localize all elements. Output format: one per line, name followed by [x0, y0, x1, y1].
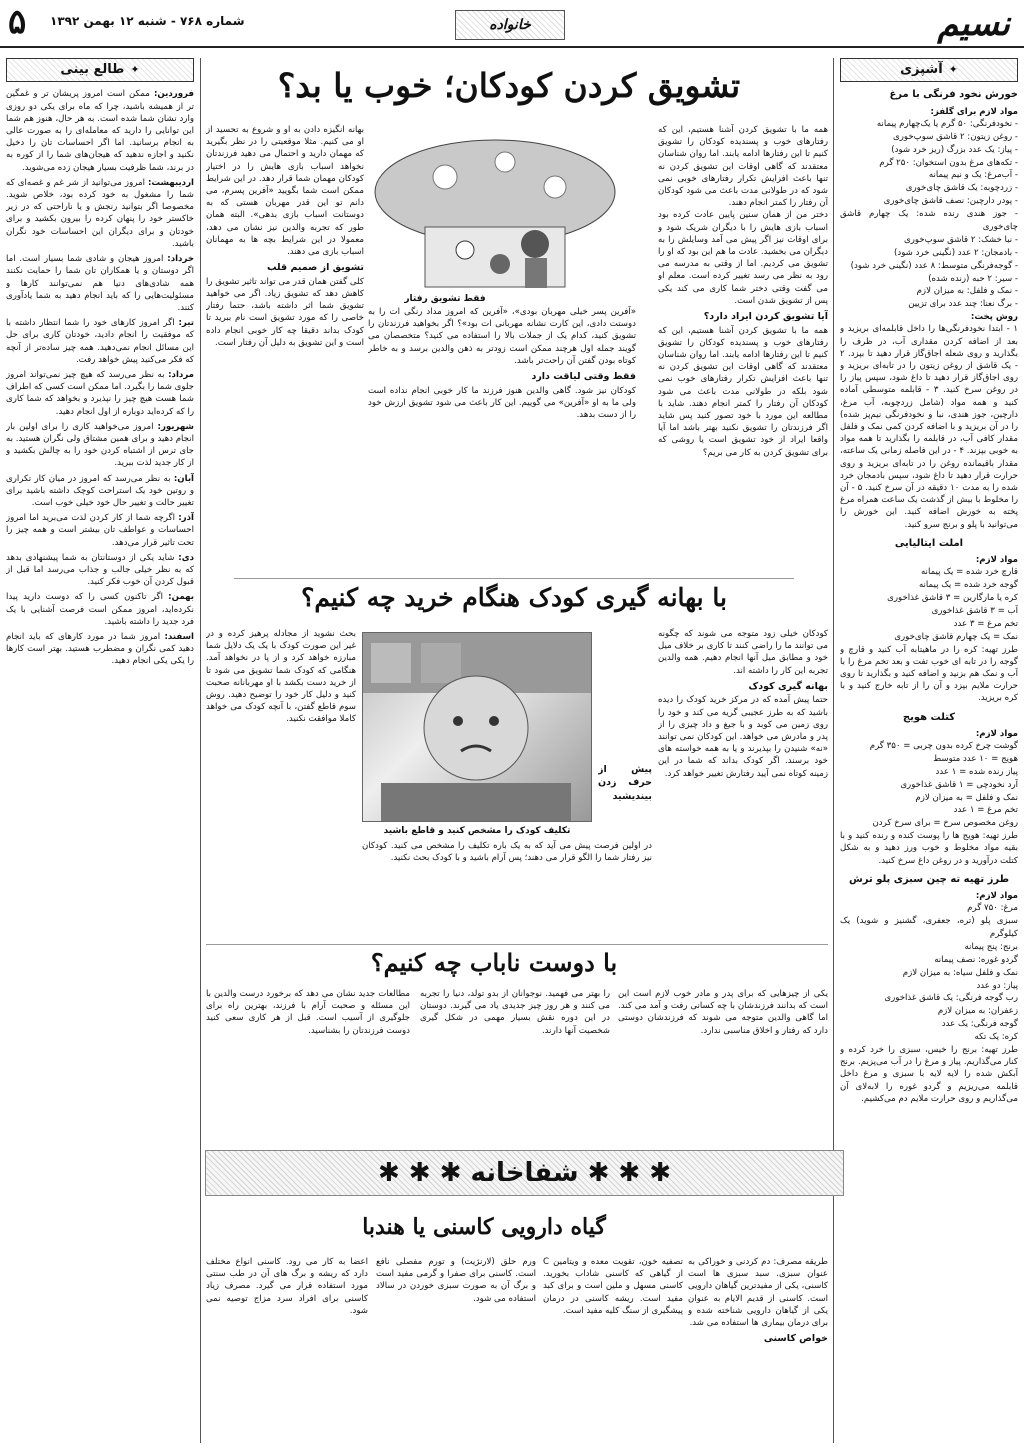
recipe-title: املت ایتالیایی	[894, 537, 964, 549]
article-paragraph: کودکان نیز شود. گاهی والدین هنوز فرزند ما کار خوبی انجام نداده است ولی ما به او «آفرین» می گوییم. این کار باعث می شود تشویق ارزش خود را از دست بدهد.	[368, 385, 636, 420]
crying-child-photo	[362, 632, 592, 822]
ingredient: تخم مرغ = ۳ عدد	[953, 618, 1018, 629]
article-paragraph: بحث نشوید از مجادله پرهیز کرده و در غیر این صورت کودک با یک یک دلایل شما مبارزه خواهد کرد و از پا در نخواهد آمد. هنگامی که کودک شما تشویق می شود تا از خرید دست بکشد با او مهربانانه صحبت کنید و دلیل کار خود را توضیح دهید. روش سوم قاطع گفتن، با آنچه کودک می خواهد کاملا موافقت نکنید.	[206, 629, 356, 725]
article-paragraph: بهانه انگیزه دادن به او و شروع به تحسید از او می کنیم. مثلا موقعیتی را در نظر بگیرید که مهمان دارید و احتمال می دهید فرزندتان نخواهد اسباب بازی هایش را در اختیار کودکان مهمان شما قرار دهد. در این شرایط ممکن است شما بگویید «آفرین پسرم، می دانم تو این قدر مهربان هستی که به دوستانت اسباب بازی بدهی». البته همان طور که تجربه والدین نیز نشان می دهد، معمولا در این شرایط بچه ها به مهمانان اسباب بازی می دهند.	[206, 125, 364, 258]
article-paragraph: «آفرین پسر خیلی مهربان بودی»، «آفرین که امروز مداد رنگی ات را به دوستت دادی، این کارت نشانه مهربانی ات بود»؟ اگر بخواهید فرزندتان را تشویق کنید، کدام یک از جملات بالا را استفاده می کنید؟ متخصصان می گویند جمله اول هرچند ممکن است زودتر به ذهن والدین برسد و به خاطر کوتاه بودن گفتن آن راحت‌تر باشد.	[368, 307, 636, 366]
ingredient: - سیر: ۲ حبه (رنده شده)	[928, 273, 1018, 284]
ingredient: - تکه‌های مرغ بدون استخوان: ۲۵۰ گرم	[879, 157, 1018, 168]
ingredient: - روغن زیتون: ۲ قاشق سوپ‌خوری	[893, 131, 1018, 142]
ingredient-list	[840, 118, 1018, 311]
article-paragraph: کودکان خیلی زود متوجه می شوند که چگونه می توانند ما را راضی کنند تا کاری بر خلاف میل خود و مطابق میل آنها انجام دهیم. همه والدین تجربه این کار را داشته اند.	[658, 629, 828, 676]
children-tent-photo	[365, 132, 625, 292]
article-text	[376, 1256, 536, 1442]
ingredient: آب = ۳ قاشق غذاخوری	[931, 605, 1018, 616]
ingredient: - جوز هندی رنده شده: یک چهارم قاشق چای‌خوری	[840, 209, 1018, 232]
horoscope-entry: خرداد: امروز هیجان و شادی شما بسیار است. اما اگر دوستان و یا همکاران تان شما را حمایت نکنند همه شادی‌های دنیا هم نمی‌توانند کارها و مسئولیت‌هایی را که باید انجام دهید به شما یادآوری کنند.	[6, 254, 194, 313]
article-paragraph: تصفیه خون، تقویت معده و ویتامین C از گیاهی که کاسنی شاداب بخورید. کاسنی مسهل و ملین است و برای کبد مفید است. ریشه کاسنی در درمان پیشگیری از سنگ کلیه مفید است.	[543, 1257, 683, 1316]
ingredient: - برگ نعنا: چند عدد برای تزیین	[908, 299, 1018, 310]
article-subhead: تشویق از صمیم قلب	[267, 262, 364, 274]
recipe-subtitle: مواد لازم برای گلفز:	[930, 106, 1018, 117]
ingredient: گوشت چرخ کرده بدون چربی = ۳۵۰ گرم	[869, 741, 1018, 751]
pot-icon: ✦	[948, 63, 958, 76]
child-illustration	[362, 633, 591, 822]
article-paragraph: همه ما با تشویق کردن آشنا هستیم، این که رفتارهای خوب و پسندیده کودکان را تشویق کنیم تا این رفتارها ادامه یابند. اما روان شناسان معتقدند که گاهی اوقات این تشویق کردن نه تنها باعث افزایش تکرار رفتارهای خوبی نمی شود که در طولانی مدت باعث می شود کودکان آن رفتار را کمتر انجام دهند.	[658, 125, 828, 209]
column-divider	[833, 58, 834, 1443]
ingredient: هویج = ۱۰ عدد متوسط	[933, 753, 1018, 764]
ingredient: - زردچوبه: یک قاشق چای‌خوری	[905, 183, 1018, 194]
ingredient: گوجه خرد شده = یک پیمانه	[918, 580, 1018, 591]
article-headline: تشویق کردن کودکان؛ خوب یا بد؟	[277, 66, 741, 105]
recipe-method: ۱ - ابتدا نخودفرنگی‌ها را داخل قابلمه‌ای بریزید و بعد از اضافه کردن مقداری آب، در ظرف را بگذارید و روی شعله اجاق‌گاز قرار دهید تا بپزد. ۲ - یک قاشق از روغن زیتون را در تابه‌ای بریزید و روی اجاق‌گاز قرار دهید تا داغ شود، سپس پیاز را در روغن سرخ کنید. ۳ - قابلمه متوسطی آماده کنید و همه مواد (شامل زردچوبه، آب مرغ، دارچین، جوز هندی، نبا و نخودفرنگی نیم‌پز شده) را در آن بریزید و با اضافه کردن کمی نمک و فلفل مقدار کافی آب، در قابلمه را بگذارید تا همه مواد به خوبی بپزند. ۴ - در این فاصله زمانی یک ساعته، مقدار باقیمانده روغن را در تابه‌ای بریزید و روی حرارت قرار دهید تا داغ شود، سپس بادمجان خرد شده را به مدت ۱۰ دقیقه در آن سرخ کنید. ۵ - آن را مخلوط با بیش از گذشت یک ساعت همراه مرغ پخته به خورش اضافه کنید. این خورش را می‌توانید با پلو و برنج سرو کنید.	[840, 324, 1018, 530]
article-text	[658, 124, 828, 574]
recipe-subtitle: مواد لازم:	[975, 555, 1018, 566]
ingredient: - پودر دارچین: نصف قاشق چای‌خوری	[883, 196, 1018, 207]
article-text	[420, 988, 610, 1144]
recipe-method: طرز تهیه: هویج ها را پوست کنده و رنده کنید و با بقیه مواد مخلوط و خوب ورز دهید و به شکل کتلت درآورید و در روغن داغ سرخ کنید.	[840, 831, 1018, 866]
ingredient: سبزی پلو (تره، جعفری، گشنیز و شوید) یک کیلوگرم	[840, 916, 1018, 940]
ingredient: - گوجه‌فرنگی متوسط: ۸ عدد (نگینی خرد شود)	[850, 260, 1018, 271]
article-paragraph: مطالعات جدید نشان می دهد که برخورد درست والدین با این مسئله و صحبت آرام با فرزند، بهترین راه برای جلوگیری از آسیب است. قبل از هر کاری سعی کنید دوست فرزندتان را بشناسید.	[206, 989, 410, 1036]
article-text	[206, 1256, 368, 1442]
subhead-caption: فقط تشویق رفتار	[404, 294, 486, 304]
article-paragraph: حتما پیش آمده که در مرکز خرید کودک را دیده باشید که به طرز عجیبی گریه می کند و خود را روی زمین می کوبد و با جیغ و داد چیزی را از پدر و مادرش می خواهد. این کودکان نمی توانند «نه» شنیدن را بپذیرند و یا به همه خواسته های خود برسند. اگر کودک بداند که شما در این زمینه کوتاه نمی آیید رفتارش تغییر خواهد کرد.	[658, 695, 828, 779]
recipe-subtitle: مواد لازم:	[975, 891, 1018, 902]
article-paragraph: را بهتر می فهمید. نوجوانان از بدو تولد، دنیا را تجربه می کنند و هر روز چیز جدیدی یاد می گیرند. دوستان در این دوره نقش بسیار مهمی در شکل گیری شخصیت آنها دارند.	[420, 989, 610, 1036]
article-text	[688, 1256, 828, 1442]
recipe-subtitle: مواد لازم:	[975, 728, 1018, 739]
ingredient: - نخودفرنگی: ۵۰ گرم یا یک‌چهارم پیمانه	[876, 118, 1018, 129]
recipe-title: کتلت هویج	[902, 711, 956, 723]
ingredient: مرغ: ۷۵۰ گرم	[967, 903, 1018, 914]
article-subhead: بهانه گیری کودک	[748, 680, 828, 692]
ingredient: گوجه فرنگی: یک عدد	[941, 1019, 1018, 1030]
section-divider	[206, 944, 828, 945]
horoscope-entry: آذر: اگرچه شما از کار کردن لذت می‌برید اما امروز احساسات و عواطف تان بیشتر است و همه چیز را تحت تاثیر قرار می‌دهد.	[6, 513, 194, 548]
star-icon: ✦	[130, 63, 140, 76]
article-headline: با بهانه گیری کودک هنگام خرید چه کنیم؟	[234, 578, 794, 612]
ingredient: نمک و فلفل سیاه: به میزان لازم	[902, 967, 1018, 978]
horoscope-column	[6, 58, 194, 1443]
recipe-title: طرز تهیه ته چین سبزی پلو ترش	[848, 873, 1010, 885]
ingredient: زعفران: به میزان لازم	[937, 1006, 1018, 1017]
recipe-method: طرز تهیه: برنج را خیس، سبزی را خرد کرده و کنار می‌گذاریم. پیاز و مرغ را در آب می‌پزیم. برنج آبکش شده را لایه لایه با سبزی و مرغ داخل قابلمه می‌ریزیم و گردو غوره را لابه‌لای آن می‌گذاریم و روی حرارت ملایم دم می‌کشیم.	[840, 1045, 1018, 1104]
horoscope-entry: اردیبهشت: امروز می‌توانید از شر غم و غصه‌ای که شما را مشغول به خود کرده بود، خلاص شوید. مخصوصا اگر بتوانید رنجش و یا ناراحتی که در زیر خاکستر خود را پنهان کرده را بیرون بکشید و برای خودتان و برای دیگران این احساسات خود نگران باشید.	[6, 177, 194, 249]
horoscope-entry: تیر: اگر امروز کارهای خود را شما انتظار داشته با که موفقیت را انجام دادید، خودتان کاری برای حل این مسائل انجام نمی‌دهید. همه چیز ساده‌تر از آنچه که فکر می‌کنید پیش خواهد رفت.	[6, 318, 194, 365]
ingredient-list	[840, 740, 1018, 830]
recipe-title: خورش نخود فرنگی با مرغ	[889, 89, 1018, 101]
article-subhead: آیا تشویق کردن ایراد دارد؟	[703, 311, 828, 323]
article-headline: گیاه دارویی کاسنی یا هندبا	[362, 1214, 606, 1240]
ingredient: نمک و فلفل = به میزان لازم	[915, 792, 1018, 803]
horoscope-entry: دی: شاید یکی از دوستانتان به شما پیشنهادی بدهد که به نظر خیلی جالب و جذاب می‌رسد اما قبل از قبول کردن آن خوب فکر کنید.	[6, 552, 194, 588]
article-text	[658, 628, 828, 938]
newspaper-logo: نسیم	[937, 4, 1010, 44]
ingredient: آرد نخودچی = ۱ قاشق غذاخوری	[900, 779, 1018, 790]
ingredient: برنج: پنج پیمانه	[964, 941, 1018, 952]
article-headline: با دوست ناباب چه کنیم؟	[370, 948, 618, 977]
article-paragraph: یکی از چیزهایی که برای پدر و مادر خوب لازم است این است که بدانند فرزندشان با چه کسانی رفت و آمد می کند. اما گاهی والدین متوجه می شوند که فرزندشان دوستی دارد که رفتار و اخلاق مناسبی ندارد.	[618, 989, 828, 1036]
article-paragraph: کلی گفتن همان قدر می تواند تاثیر تشویق را کاهش دهد که تشویق زیاد. اگر می خواهید تشویق شما اثر داشته باشد، حتما رفتار خاصی را که مورد تشویق است نام ببرید تا کودک بداند دقیقا چه کار خوبی انجام داده است و این تشویق به دلیل آن رفتار است.	[206, 276, 364, 348]
ingredient: - آب‌مرغ: یک و نیم پیمانه	[928, 170, 1018, 181]
masthead	[0, 0, 1024, 48]
article-text	[206, 988, 410, 1144]
horoscope-entry: شهریور: امروز می‌خواهید کاری را برای اولین بار انجام دهید و برای همین مشتاق ولی نگران هستید. به جای ترس از اشتباه کردن خود را به چالش بکشید و از کار جدید لذت ببرید.	[6, 421, 194, 469]
article-paragraph: اعضا به کار می رود. کاسنی انواع مختلف دارد که ریشه و برگ های آن در طب سنتی مورد استفاده قرار می گیرد. مصرف زیاد کاسنی برای افراد سرد مزاج توصیه نمی شود.	[206, 1257, 368, 1316]
ingredient-list	[840, 902, 1018, 1044]
cooking-title: ✦آشپزی	[840, 58, 1018, 82]
ingredient: - نمک و فلفل: به میزان لازم	[916, 286, 1018, 297]
article-text	[206, 628, 356, 938]
article-text	[362, 840, 652, 940]
asterisk-icon: ✱ ✱ ✱	[377, 1158, 471, 1188]
page-number: ۵	[8, 2, 27, 42]
horoscope-title: ✦طالع بینی	[6, 58, 194, 82]
article-paragraph: در اولین فرصت پیش می آید که به یک باره تکلیف را مشخص می کنید. کودکان نیز رفتار شما را الگو قرار می دهند؛ پس آرام باشید و با کودک بحث نکنید.	[362, 841, 652, 864]
section-label: خانواده	[455, 10, 565, 40]
horoscope-entry: فروردین: ممکن است امروز پریشان تر و غمگین تر از همیشه باشید، چرا که ماه برای یکی دو روزی وارد نشان شما شده است. به هر حال، هنوز هم شما این توانایی را دارید که معامله‌ای را به صورت عالی به انجام برسانید. اما اگر احساسات تان را دخیل نکنید و اجازه ندهید که هیجان‌های شما را از کوره به در برند، شما ظرفیت بسیار هیجان زده می‌شوید.	[6, 89, 194, 173]
article-paragraph: دختر من از همان سنین پایین عادت کرده بود اسباب بازی هایش را با دیگران شریک شود و برای اوقات نیز اگر پیش می آمد وسایلش را به دیگران می بخشید. عادت ما هم این بود که او را تشویق می کردیم. اما از وقتی به مدرسه می رود به نظر می رسد تغییر کرده است. معلم او می گفت وقتی دختر شما کاری می کند یکی پس از تشویق شدن است.	[658, 210, 828, 306]
article-subhead: فقط وقتی لیاقت دارد	[531, 371, 636, 383]
article-text	[368, 306, 636, 564]
ingredient: کره: یک تکه	[974, 1032, 1018, 1043]
ingredient: تخم مرغ = ۱ عدد	[953, 805, 1018, 816]
horoscope-entry: بهمن: اگر تاکنون کسی را که دوست دارید پیدا نکرده‌اید، امروز ممکن است فرصت آشنایی با یک فرد جدید را داشته باشید.	[6, 592, 194, 627]
issue-info: شماره ۷۶۸ - شنبه ۱۲ بهمن ۱۳۹۲	[50, 14, 245, 28]
photo-caption: تکلیف کودک را مشخص کنید و قاطع باشید	[383, 826, 571, 836]
ingredient-list	[840, 566, 1018, 643]
ingredient: پیاز رنده شده = ۱ عدد	[935, 766, 1018, 777]
article-subhead: خواص کاسنی	[763, 1333, 828, 1345]
ingredient: گردو غوره: نصف پیمانه	[934, 954, 1018, 965]
ingredient: نمک = یک چهارم قاشق چای‌خوری	[894, 631, 1018, 642]
ingredient: کره یا مارگارین = ۳ قاشق غذاخوری	[887, 593, 1018, 604]
article-subhead: پیش از حرف زدن بیندیشید	[598, 764, 652, 802]
article-paragraph: طریقه مصرف: دم کردنی و خوراکی به عنوان سبزی. سبد سبزی ها است کاسنی، یکی از مفیدترین گیاهان دارویی است. کاسنی از قدیم الایام به عنوان یکی از گیاهان دارویی شناخته شده و برای درمان بیماری ها استفاده می شد.	[688, 1257, 828, 1329]
horoscope-entry: مرداد: به نظر می‌رسد که هیچ چیز نمی‌تواند امروز جلوی شما را بگیرد. اما ممکن است کسی که اطراف شما هست هیچ چیز را نپذیرد و بخواهد که شما کاری را که کرده‌اید دوباره از اول انجام دهید.	[6, 369, 194, 417]
article-paragraph: همه ما با تشویق کردن آشنا هستیم، این که رفتارهای خوب و پسندیده کودکان را تشویق کنیم تا این رفتارها ادامه یابند. اما روان شناسان معتقدند که گاهی اوقات این تشویق کردن نه تنها باعث افزایش تکرار رفتارهای خوب نمی شود بلکه در طولانی مدت باعث می شود کودکان آن رفتار را کمتر انجام دهند. شاید با مطالعه این مورد با خود تصور کنید پس شاید اگر فرزندتان را تشویق نکنید بهتر باشد اما آیا واقعا ایراد از خود تشویق است یا روشی که برای تشویق کردن به کار می بریم؟	[658, 325, 828, 458]
horoscope-entry: آبان: به نظر می‌رسد که امروز در میان کار تکراری و روتین خود یک استراحت کوچک داشته باشید برای تغییر حالت و تغییر حال خود خیلی خوب است.	[6, 473, 194, 508]
horoscope-entry: اسفند: امروز شما در مورد کارهای که باید انجام دهید کمی نگران و مضطرب هستید. بهتر است کارها را یکی یکی انجام دهید.	[6, 631, 194, 667]
ingredient: - نبا خشک: ۲ قاشق سوپ‌خوری	[903, 234, 1018, 245]
ingredient: - پیاز: یک عدد بزرگ (ریز خرد شود)	[891, 144, 1018, 155]
ingredient: قارچ خرد شده = یک پیمانه	[920, 567, 1018, 578]
article-text	[618, 988, 828, 1144]
article-text	[206, 124, 364, 574]
method-label: روش پخت:	[970, 312, 1018, 323]
ingredient: روغن مخصوص سرخ = برای سرخ کردن	[872, 818, 1018, 829]
article-text	[543, 1256, 683, 1442]
article-paragraph: ورم حلق (لارنژیت) و تورم مفصلی نافع است. کاسنی برای صفرا و گرمی مفید است و برگ آن به صورت سبزی خوردن در سالاد استفاده می شود.	[376, 1257, 536, 1304]
ingredient: رب گوجه فرنگی: یک قاشق غذاخوری	[884, 993, 1018, 1004]
recipe-method: طرز تهیه: کره را در ماهیتابه آب کنید و قارچ و گوجه را در تابه ای خوب تفت و بعد تخم مرغ را با آب و نمک هم بزنید و اضافه کنید و بگذارید تا روی حرارت ملایم بپزد و آن را از تابه خارج کنید و با کره بریزید.	[840, 644, 1018, 704]
ingredient: - بادمجان: ۲ عدد (نگینی خرد شود)	[894, 247, 1018, 258]
column-divider	[200, 58, 201, 1443]
ingredient: پیاز: دو عدد	[976, 980, 1018, 991]
asterisk-icon: ✱ ✱ ✱	[578, 1158, 672, 1188]
cooking-column	[840, 58, 1018, 1443]
shafakhaneh-banner: ✱ ✱ ✱ شفاخانه ✱ ✱ ✱	[205, 1150, 844, 1196]
